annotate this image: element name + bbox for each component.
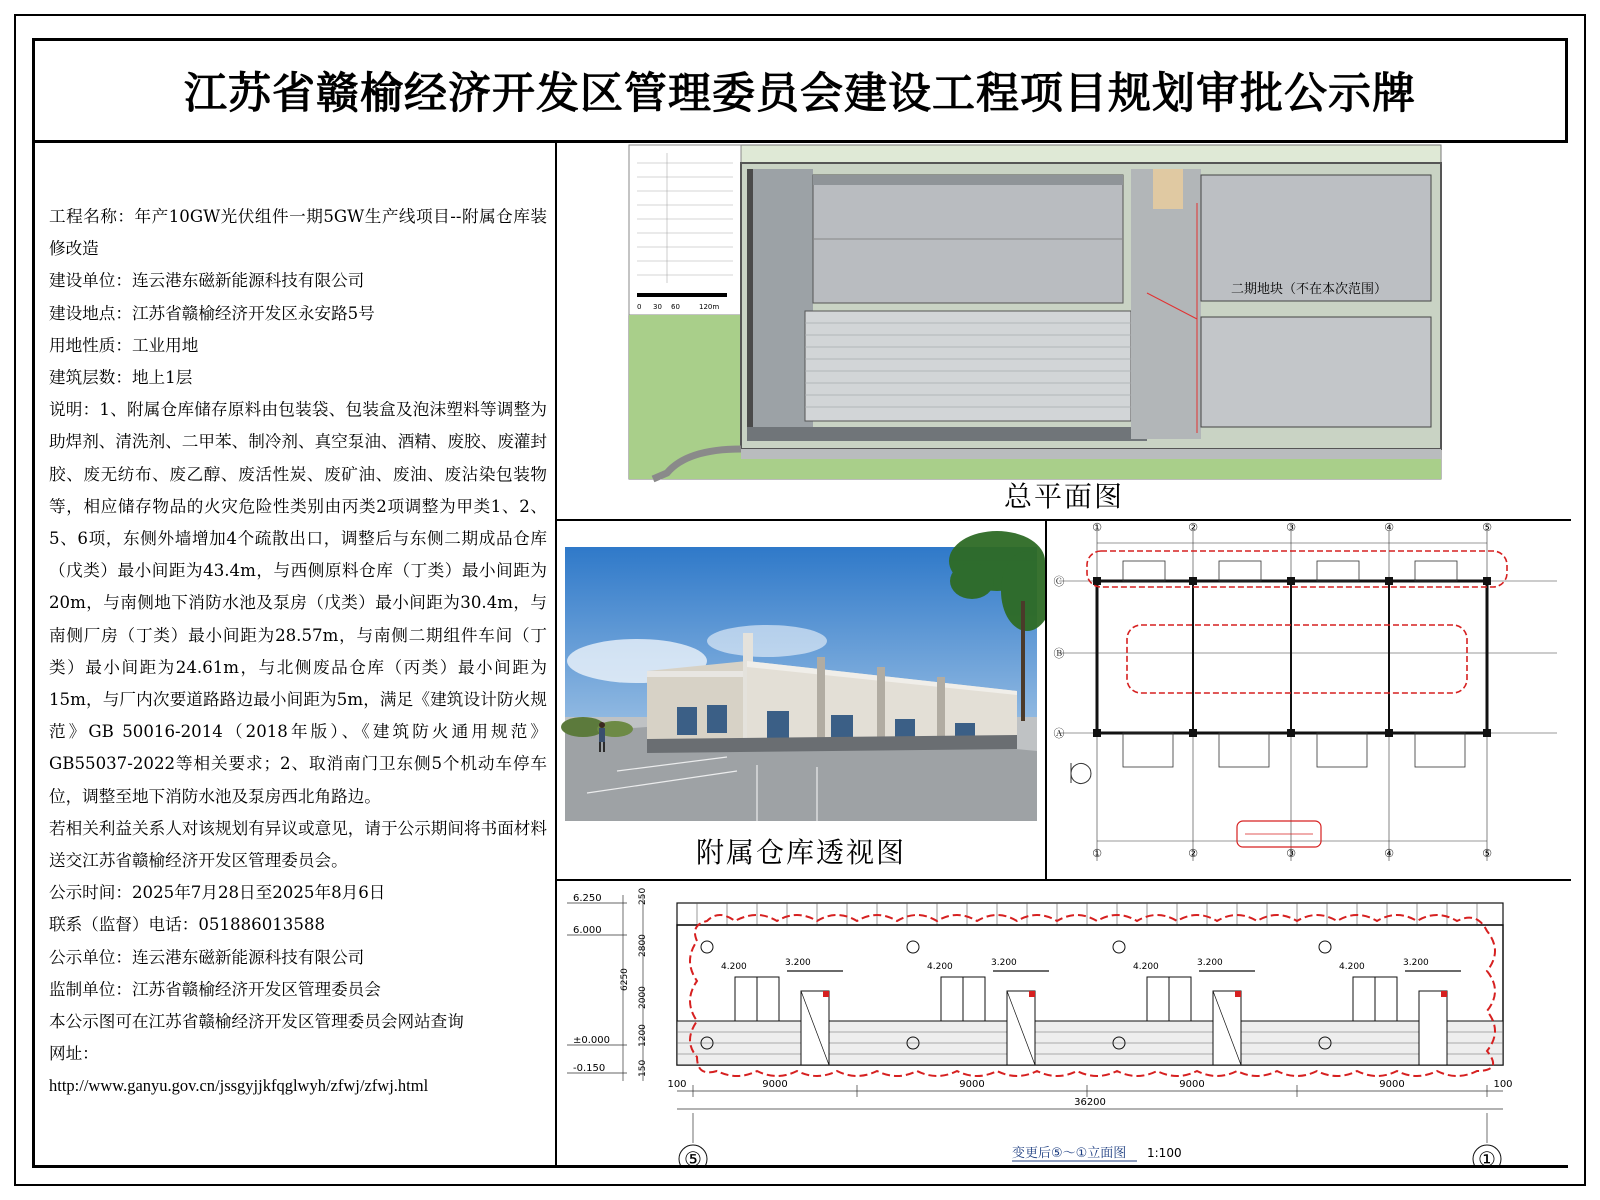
description: 说明：1、附属仓库储存原料由包装袋、包装盒及泡沫塑料等调整为助焊剂、清洗剂、二甲苯、制冷剂、真空泵油、酒精、废胶、废灌封胶、废无纺布、废乙醇、废活性炭、废矿油、废油、废沾染包装物等，相应储存物品的火灾危险性类别由丙类2项调整为甲类1、2、5、6项，东侧外墙增加4个疏散出口，调整后与东侧二期成品仓库（戊类）最小间距为43.4m，与西侧原料仓库（丁类）最小间距为20m，与南侧地下消防水池及泵房（戊类）最小间距为30.4m，与南侧厂房（丁类）最小间距为28.57m，与南侧二期组件车间（丁类）最小间距为24.61m，与北侧废品仓库（丙类）最小间距为15m，与厂内次要道路路边最小间距为5m，满足《建筑设计防火规范》GB 50016-2014（2018年版）、《建筑防火通用规范》 GB55037-2022等相关要求；2、取消南门卫东侧5个机动车停车位，调整至地下消防水池及泵房西北角路边。 bbox=[49, 400, 547, 806]
level-label: -0.150 bbox=[573, 1063, 606, 1074]
publisher: 公示单位：连云港东磁新能源科技有限公司 bbox=[49, 947, 365, 967]
notice-board bbox=[32, 38, 1568, 1168]
axis-label: ② bbox=[1188, 847, 1198, 860]
axis-label: ④ bbox=[1384, 847, 1394, 860]
span-dim: 9000 bbox=[762, 1079, 788, 1090]
level-labels bbox=[573, 893, 610, 1074]
site-plan-drawing bbox=[557, 143, 1571, 483]
dim-label: 2000 bbox=[638, 986, 648, 1009]
perspective-panel bbox=[557, 521, 1047, 881]
row-label: Ⓑ bbox=[1053, 647, 1065, 660]
dim-label: 1200 bbox=[638, 1024, 648, 1047]
axis-label: ③ bbox=[1286, 847, 1296, 860]
axis-label: ③ bbox=[1286, 521, 1296, 534]
site-plan-panel bbox=[557, 143, 1571, 521]
website-url[interactable]: http://www.ganyu.gov.cn/jssgyjjkfqglwyh/zfwj/zfwj.html bbox=[49, 1076, 429, 1096]
dim-label: 150 bbox=[638, 1059, 648, 1077]
level-label: 6.000 bbox=[573, 925, 602, 936]
floor-plan-panel bbox=[1047, 521, 1571, 881]
height-label: 4.200 bbox=[1133, 962, 1159, 972]
supervision-phone: 联系（监督）电话：051886013588 bbox=[49, 915, 326, 935]
supervisor: 监制单位：江苏省赣榆经济开发区管理委员会 bbox=[49, 979, 381, 999]
height-label: 3.200 bbox=[785, 958, 811, 968]
builder: 建设单位：连云港东磁新能源科技有限公司 bbox=[49, 271, 365, 291]
scale-tick: 30 bbox=[653, 303, 662, 311]
objection-note: 若相关利益关系人对该规划有异议或意见，请于公示期间将书面材料送交江苏省赣榆经济开发区管理委员会。 bbox=[49, 818, 547, 871]
floors: 建筑层数：地上1层 bbox=[49, 368, 193, 388]
edge-dim: 100 bbox=[667, 1079, 687, 1090]
site-plan-caption: 总平面图 bbox=[1003, 480, 1124, 513]
left-axis-bubble: ⑤ bbox=[684, 1147, 702, 1165]
url-label: 网址： bbox=[49, 1044, 99, 1064]
row-label: Ⓐ bbox=[1053, 727, 1065, 740]
floor-plan-drawing bbox=[1047, 521, 1571, 879]
level-label: 6.250 bbox=[573, 893, 602, 904]
row-label: Ⓒ bbox=[1053, 575, 1065, 588]
height-label: 3.200 bbox=[1403, 958, 1429, 968]
elevation-scale: 1:100 bbox=[1147, 1146, 1182, 1160]
scale-tick: 120m bbox=[699, 303, 720, 311]
total-dim: 36200 bbox=[1074, 1097, 1106, 1108]
phase2-label: 二期地块（不在本次范围） bbox=[1230, 282, 1388, 297]
height-label: 3.200 bbox=[991, 958, 1017, 968]
span-dim: 9000 bbox=[1379, 1079, 1405, 1090]
land-use: 用地性质：工业用地 bbox=[49, 335, 199, 355]
axis-label: ① bbox=[1092, 847, 1102, 860]
height-label: 4.200 bbox=[721, 962, 747, 972]
dim-label: 2800 bbox=[638, 934, 648, 957]
axis-label: ② bbox=[1188, 521, 1198, 534]
dim-label: 250 bbox=[638, 887, 648, 905]
project-name: 工程名称：年产10GW光伏组件一期5GW生产线项目--附属仓库装修改造 bbox=[49, 207, 547, 259]
title-bar bbox=[35, 41, 1565, 143]
axis-label: ① bbox=[1092, 521, 1102, 534]
scale-tick: 60 bbox=[671, 303, 680, 311]
elevation-panel bbox=[557, 881, 1571, 1165]
axis-label: ⑤ bbox=[1482, 521, 1492, 534]
publicity-period: 公示时间：2025年7月28日至2025年8月6日 bbox=[49, 883, 386, 903]
right-axis-bubble: ① bbox=[1478, 1147, 1496, 1165]
height-label: 4.200 bbox=[927, 962, 953, 972]
website-note: 本公示图可在江苏省赣榆经济开发区管理委员会网站查询 bbox=[49, 1012, 464, 1032]
board-title: 江苏省赣榆经济开发区管理委员会建设工程项目规划审批公示牌 bbox=[184, 69, 1416, 119]
height-label: 4.200 bbox=[1339, 962, 1365, 972]
location: 建设地点：江苏省赣榆经济开发区永安路5号 bbox=[49, 303, 375, 323]
scale-tick: 0 bbox=[637, 303, 642, 311]
axis-label: ⑤ bbox=[1482, 847, 1492, 860]
height-label: 3.200 bbox=[1197, 958, 1223, 968]
dim-label: 6250 bbox=[620, 968, 630, 991]
axis-label: ④ bbox=[1384, 521, 1394, 534]
elevation-title: 变更后⑤～①立面图 bbox=[1012, 1146, 1127, 1161]
span-dim: 9000 bbox=[959, 1079, 985, 1090]
span-dim: 9000 bbox=[1179, 1079, 1205, 1090]
project-info-column bbox=[35, 143, 557, 1165]
elevation-drawing bbox=[557, 881, 1571, 1165]
perspective-render bbox=[557, 521, 1047, 821]
edge-dim: 100 bbox=[1493, 1079, 1513, 1090]
level-label: ±0.000 bbox=[573, 1035, 611, 1046]
perspective-caption: 附属仓库透视图 bbox=[695, 836, 906, 869]
